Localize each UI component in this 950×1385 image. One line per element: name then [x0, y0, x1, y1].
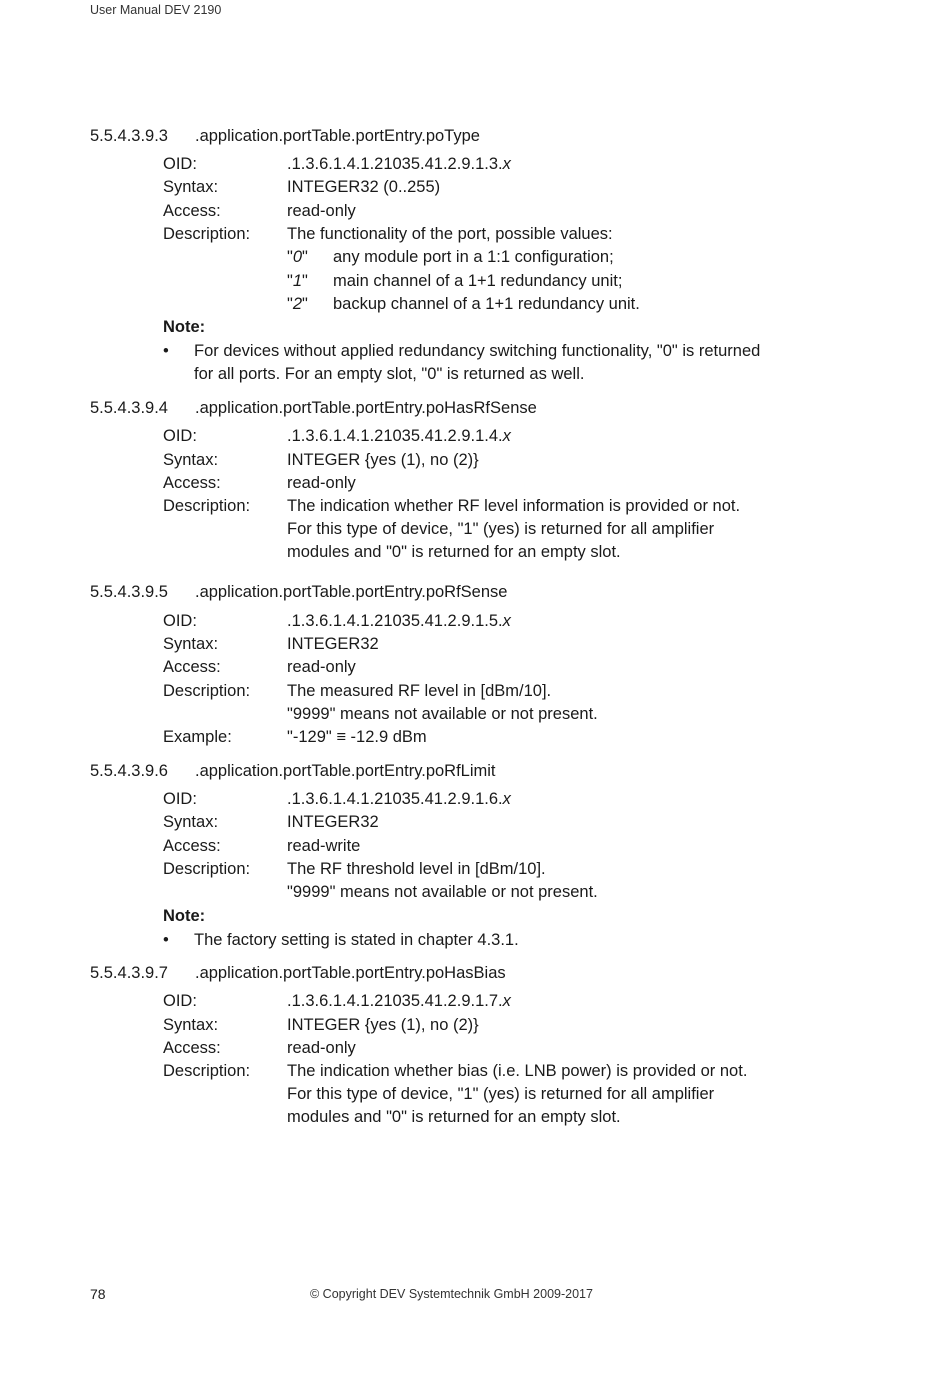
section-number: 5.5.4.3.9.6	[90, 762, 168, 780]
note-label: Note:	[163, 907, 206, 925]
description-label: Description:	[163, 860, 251, 878]
description-line: The RF threshold level in [dBm/10].	[287, 860, 546, 878]
description-line: For this type of device, "1" (yes) is returned for all amplifier	[287, 1085, 715, 1103]
syntax-value: INTEGER32 (0..255)	[287, 178, 441, 196]
syntax-value: INTEGER {yes (1), no (2)}	[287, 1016, 479, 1034]
value-description: backup channel of a 1+1 redundancy unit.	[333, 295, 640, 313]
page-number: 78	[90, 1286, 106, 1302]
access-label: Access:	[163, 1039, 221, 1057]
description-label: Description:	[163, 1062, 251, 1080]
note-label: Note:	[163, 318, 206, 336]
syntax-value: INTEGER {yes (1), no (2)}	[287, 451, 479, 469]
description-label: Description:	[163, 225, 251, 243]
oid-value: .1.3.6.1.4.1.21035.41.2.9.1.4.x	[287, 427, 511, 445]
description-line: The indication whether RF level information is provided or not.	[287, 497, 741, 515]
description-line: modules and "0" is returned for an empty slot.	[287, 1108, 621, 1126]
section-number: 5.5.4.3.9.5	[90, 583, 168, 601]
example-value: "-129" ≡ -12.9 dBm	[287, 728, 427, 746]
section-title: .application.portTable.portEntry.poHasBias	[195, 964, 506, 982]
access-value: read-only	[287, 1039, 356, 1057]
section-title: .application.portTable.portEntry.poRfSense	[195, 583, 508, 601]
section-title: .application.portTable.portEntry.poHasRfSense	[195, 399, 537, 417]
value-code: "2"	[287, 295, 308, 313]
description-line: "9999" means not available or not present.	[287, 705, 598, 723]
value-code: "0"	[287, 248, 308, 266]
access-value: read-only	[287, 474, 356, 492]
syntax-label: Syntax:	[163, 813, 219, 831]
description-label: Description:	[163, 497, 251, 515]
note-line: for all ports. For an empty slot, "0" is returned as well.	[194, 365, 585, 383]
bullet-icon: •	[163, 931, 169, 949]
description-line: For this type of device, "1" (yes) is returned for all amplifier	[287, 520, 715, 538]
access-label: Access:	[163, 202, 221, 220]
oid-label: OID:	[163, 612, 197, 630]
oid-label: OID:	[163, 155, 197, 173]
description-label: Description:	[163, 682, 251, 700]
description-line: The measured RF level in [dBm/10].	[287, 682, 552, 700]
oid-value: .1.3.6.1.4.1.21035.41.2.9.1.7.x	[287, 992, 511, 1010]
note-line: The factory setting is stated in chapter 4.3.1.	[194, 931, 519, 949]
oid-label: OID:	[163, 790, 197, 808]
syntax-label: Syntax:	[163, 635, 219, 653]
syntax-value: INTEGER32	[287, 813, 379, 831]
description-line: The functionality of the port, possible values:	[287, 225, 613, 243]
section-number: 5.5.4.3.9.4	[90, 399, 168, 417]
section-number: 5.5.4.3.9.3	[90, 127, 168, 145]
syntax-label: Syntax:	[163, 178, 219, 196]
syntax-value: INTEGER32	[287, 635, 379, 653]
access-value: read-only	[287, 202, 356, 220]
section-title: .application.portTable.portEntry.poType	[195, 127, 480, 145]
note-line: For devices without applied redundancy switching functionality, "0" is returned	[194, 342, 761, 360]
syntax-label: Syntax:	[163, 1016, 219, 1034]
access-value: read-write	[287, 837, 361, 855]
oid-value: .1.3.6.1.4.1.21035.41.2.9.1.6.x	[287, 790, 511, 808]
access-label: Access:	[163, 658, 221, 676]
running-header: User Manual DEV 2190	[90, 3, 222, 17]
oid-label: OID:	[163, 427, 197, 445]
access-label: Access:	[163, 837, 221, 855]
copyright-footer: © Copyright DEV Systemtechnik GmbH 2009-2017	[310, 1287, 593, 1301]
section-number: 5.5.4.3.9.7	[90, 964, 168, 982]
value-description: main channel of a 1+1 redundancy unit;	[333, 272, 623, 290]
access-label: Access:	[163, 474, 221, 492]
value-description: any module port in a 1:1 configuration;	[333, 248, 614, 266]
description-line: The indication whether bias (i.e. LNB power) is provided or not.	[287, 1062, 748, 1080]
oid-label: OID:	[163, 992, 197, 1010]
bullet-icon: •	[163, 342, 169, 360]
section-title: .application.portTable.portEntry.poRfLimit	[195, 762, 496, 780]
oid-value: .1.3.6.1.4.1.21035.41.2.9.1.3.x	[287, 155, 511, 173]
example-label: Example:	[163, 728, 232, 746]
description-line: modules and "0" is returned for an empty slot.	[287, 543, 621, 561]
description-line: "9999" means not available or not present.	[287, 883, 598, 901]
oid-value: .1.3.6.1.4.1.21035.41.2.9.1.5.x	[287, 612, 511, 630]
access-value: read-only	[287, 658, 356, 676]
value-code: "1"	[287, 272, 308, 290]
syntax-label: Syntax:	[163, 451, 219, 469]
